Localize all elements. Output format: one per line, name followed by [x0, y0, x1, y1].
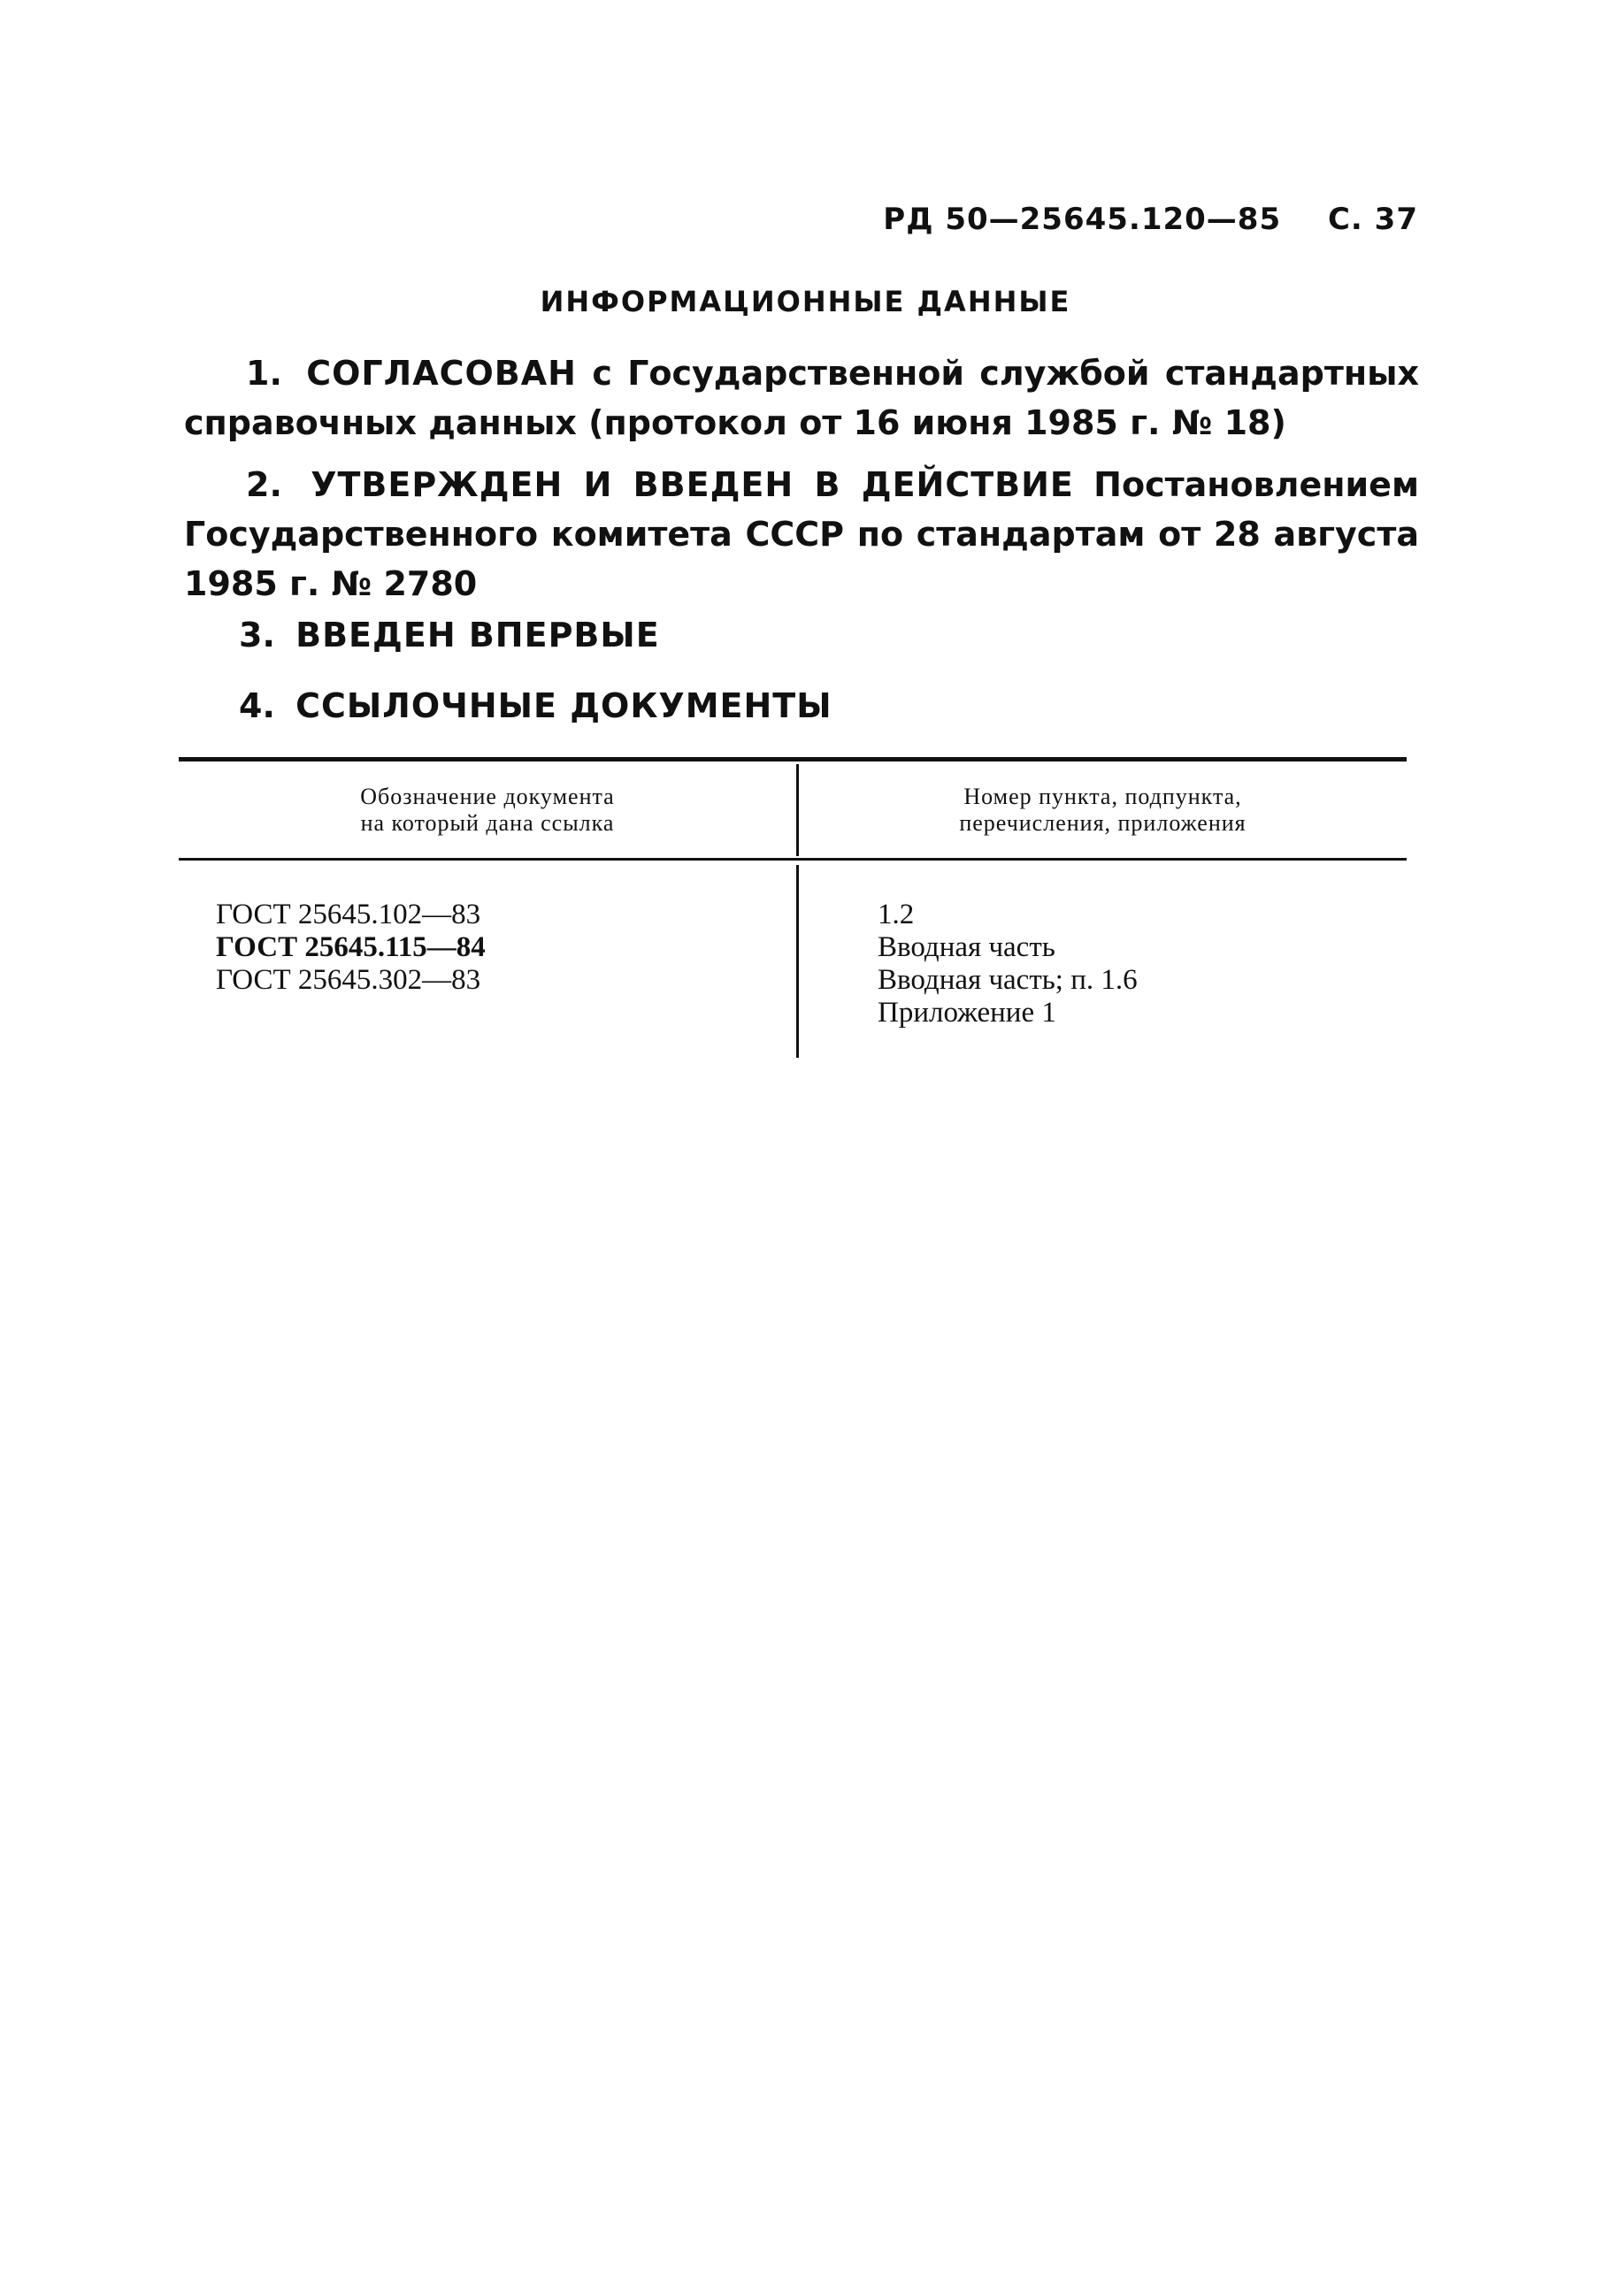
table-row: 1.2 [878, 899, 915, 930]
body-column-divider [796, 865, 799, 1058]
header-line: Обозначение документа [360, 784, 615, 809]
header-line: перечисления, приложения [959, 810, 1247, 836]
table-row: ГОСТ 25645.302—83 [216, 964, 481, 996]
header-line: Номер пункта, подпункта, [963, 784, 1242, 809]
item-text: Постановлением Государственного комитета СССР по стандартам от 28 августа 1985 г. № 2780 [184, 465, 1419, 603]
info-item-references [239, 681, 1389, 731]
item-number: 2. [246, 465, 282, 504]
table-row: Приложение 1 [878, 997, 1056, 1029]
table-column-clauses [878, 899, 1400, 1029]
reference-documents-table [179, 757, 1407, 1058]
table-column-documents [216, 899, 782, 997]
table-row: Вводная часть; п. 1.6 [878, 964, 1138, 996]
section-title: ИНФОРМАЦИОННЫЕ ДАННЫЕ [540, 285, 1071, 318]
item-number: 4. [239, 686, 275, 725]
table-row: Вводная часть [878, 931, 1055, 963]
item-lead: СОГЛАСОВАН [306, 354, 577, 393]
page-number: С. 37 [1327, 202, 1418, 237]
table-header-document [179, 784, 796, 837]
table-header-clause [799, 784, 1407, 837]
table-row: ГОСТ 25645.115—84 [216, 931, 486, 963]
item-lead: ССЫЛОЧНЫЕ ДОКУМЕНТЫ [295, 686, 832, 725]
info-item-introduced [239, 610, 1389, 660]
page-header [883, 202, 1418, 237]
item-number: 1. [246, 354, 282, 393]
item-text: с Государственной службой стандартных справочных данных (протокол от 16 июня 1985 г. № 18) [184, 354, 1419, 442]
item-lead: ВВЕДЕН ВПЕРВЫЕ [295, 616, 660, 654]
table-row: ГОСТ 25645.102—83 [216, 899, 481, 930]
header-line: на который дана ссылка [360, 810, 615, 836]
table-top-rule [179, 757, 1407, 762]
document-code: РД 50—25645.120—85 [883, 202, 1282, 237]
item-number: 3. [239, 616, 275, 654]
info-item-approval [184, 348, 1419, 448]
item-lead: УТВЕРЖДЕН И ВВЕДЕН В ДЕЙСТВИЕ [311, 465, 1074, 504]
info-item-enactment [184, 460, 1419, 608]
table-header-rule [179, 858, 1407, 861]
